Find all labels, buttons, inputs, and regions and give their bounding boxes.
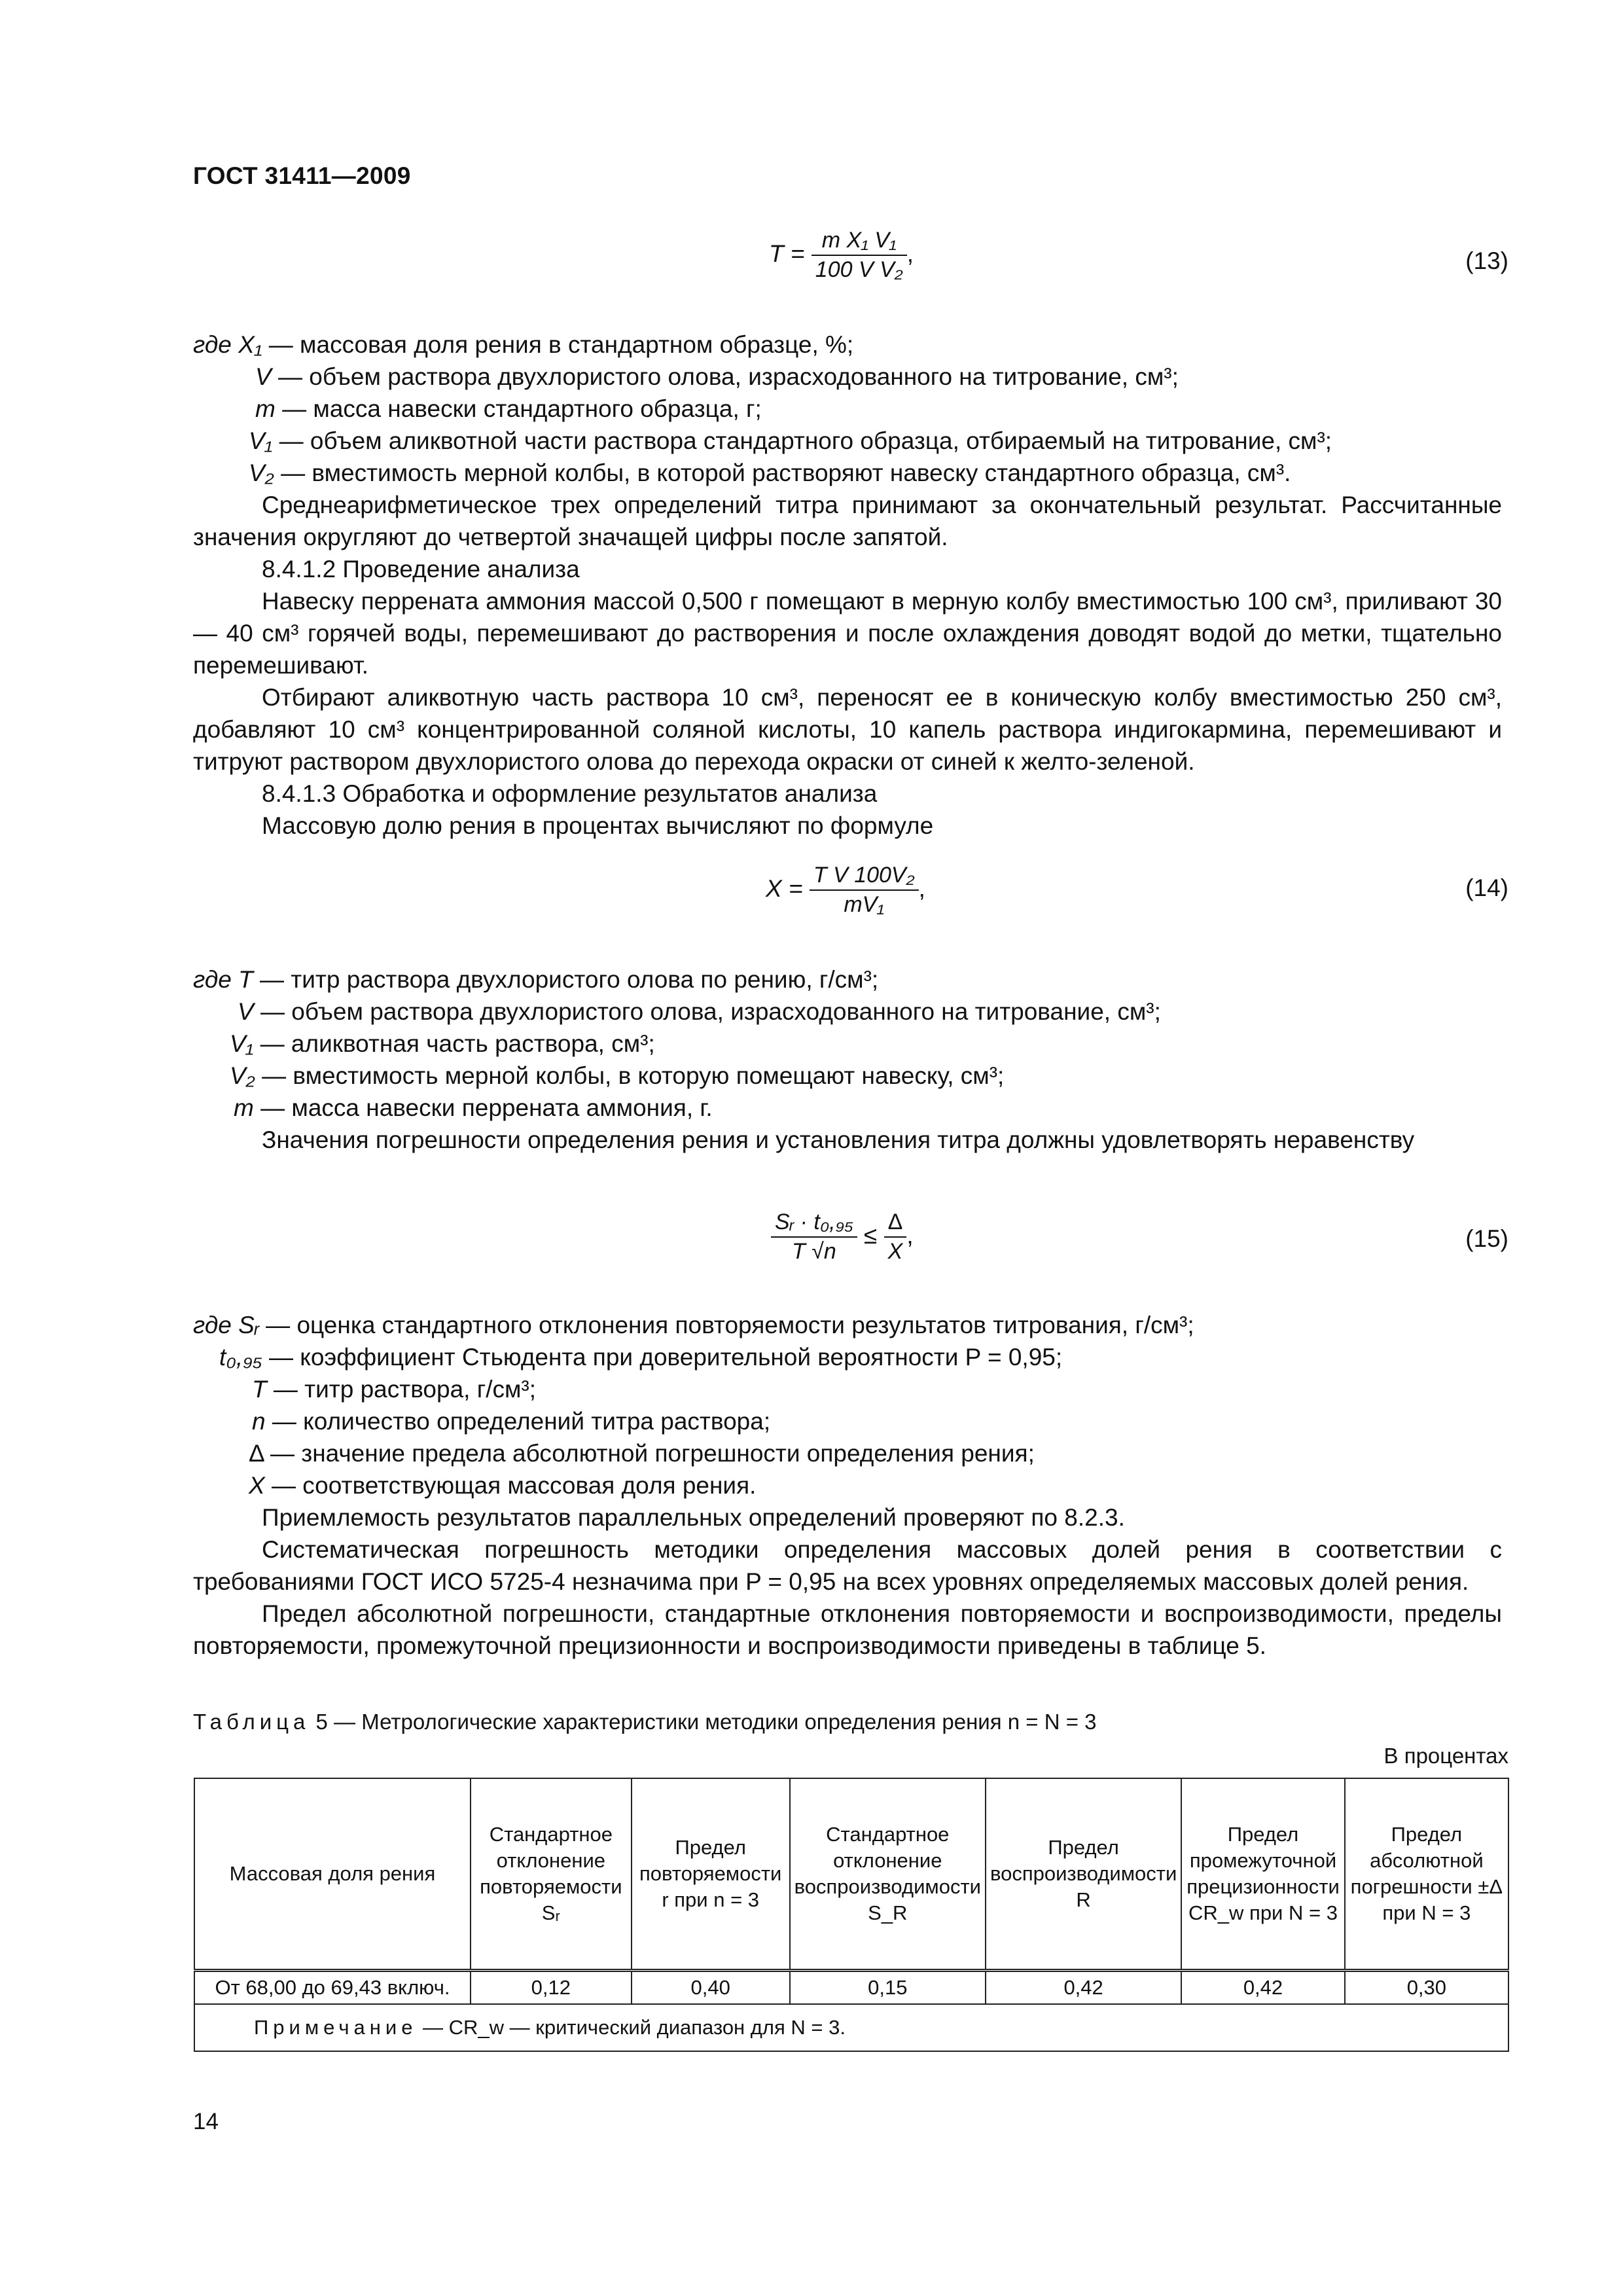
text-block-2 — [193, 963, 1502, 1156]
paragraph-formula-intro: Массовую долю рения в процентах вычисляют по формуле — [262, 812, 934, 839]
table-cell: 0,42 — [1181, 1971, 1344, 2005]
document-code-header: ГОСТ 31411—2009 — [193, 162, 411, 189]
where-item: m — масса навески стандартного образца, г; — [255, 395, 762, 422]
formula-14-number: (14) — [1465, 874, 1508, 901]
paragraph-sample-prep: Навеску перрената аммония массой 0,500 г помещают в мерную колбу вместимостью 100 см³, приливают 30 — 40 см³ горячей воды, перемешивают до растворения и после охлаждения доводят водой до метки, тщательно перемешивают. — [193, 588, 1502, 679]
formula-15-left-denominator: T √n — [791, 1239, 836, 1264]
where-item: где Sᵣ — оценка стандартного отклонения повторяемости результатов титрования, г/см³; — [193, 1312, 1194, 1338]
table-header-cell: Предел промежуточной прецизионности CR_w при N = 3 — [1181, 1778, 1344, 1971]
where-item: V — объем раствора двухлористого олова, израсходованного на титрование, см³; — [255, 363, 1179, 390]
formula-15-le-sign: ≤ — [864, 1221, 878, 1249]
formula-15-tail: , — [906, 1221, 914, 1249]
table-cell: 0,40 — [632, 1971, 790, 2005]
formula-13-numerator: m X₁ V₁ — [812, 228, 907, 256]
table-caption — [193, 1710, 1097, 1734]
table-header-cell: Предел абсолютной погрешности ±Δ при N = 3 — [1345, 1778, 1508, 1971]
table-cell: 0,42 — [986, 1971, 1181, 2005]
where-item: Δ — значение предела абсолютной погрешности определения рения; — [249, 1440, 1035, 1467]
where-item: V₁ — аликвотная часть раствора, см³; — [230, 1030, 655, 1057]
paragraph-systematic-error: Систематическая погрешность методики определения массовых долей рения в соответствии с требованиями ГОСТ ИСО 5725-4 незначима при P = 0,95 на всех уровнях определяемых массовых долей рения. — [193, 1536, 1502, 1595]
paragraph-table-reference: Предел абсолютной погрешности, стандартные отклонения повторяемости и воспроизводимости, пределы повторяемости, промежуточной прецизионности и воспроизводимости приведены в таблице 5. — [193, 1600, 1502, 1659]
formula-13-number: (13) — [1465, 247, 1508, 274]
formula-15 — [771, 1210, 914, 1265]
section-heading-8-4-1-2: 8.4.1.2 Проведение анализа — [262, 556, 580, 583]
text-block-1 — [193, 329, 1502, 842]
paragraph-inequality-intro: Значения погрешности определения рения и установления титра должны удовлетворять неравенству — [262, 1126, 1415, 1153]
text-block-3 — [193, 1309, 1502, 1662]
paragraph-acceptability: Приемлемость результатов параллельных определений проверяют по 8.2.3. — [262, 1504, 1125, 1531]
formula-15-right-numerator: Δ — [884, 1210, 907, 1238]
table-cell: 0,12 — [471, 1971, 632, 2005]
formula-13-fraction — [812, 228, 907, 283]
table-caption-text: 5 — Метрологические характеристики методики определения рения n = N = 3 — [310, 1710, 1097, 1734]
formula-14 — [766, 863, 925, 918]
table-header-cell: Массовая доля рения — [194, 1778, 471, 1971]
formula-15-left-fraction — [771, 1210, 857, 1265]
table-header-cell: Стандартное отклонение воспроизводимости S_R — [790, 1778, 986, 1971]
formula-15-right-denominator: X — [887, 1239, 903, 1264]
table-note-word: Примечание — [254, 2016, 418, 2039]
formula-14-fraction — [810, 863, 919, 918]
section-heading-8-4-1-3: 8.4.1.3 Обработка и оформление результатов анализа — [262, 780, 878, 807]
formula-14-numerator: T V 100V₂ — [810, 863, 919, 891]
where-item: где X₁ — массовая доля рения в стандартном образце, %; — [193, 331, 854, 358]
formula-15-left-numerator: Sᵣ · t₀,₉₅ — [771, 1210, 857, 1238]
formula-15-right-fraction — [884, 1210, 907, 1265]
paragraph-titration: Отбирают аликвотную часть раствора 10 см³, переносят ее в коническую колбу вместимостью 250 см³, добавляют 10 см³ концентрированной соляной кислоты, 10 капель раствора индигокармина, перемешивают и титруют раствором двухлористого олова до перехода окраски от синей к желто-зеленой. — [193, 684, 1502, 775]
table-cell: 0,15 — [790, 1971, 986, 2005]
formula-13-denominator: 100 V V₂ — [815, 257, 903, 282]
where-item: V₂ — вместимость мерной колбы, в которую помещают навеску, см³; — [230, 1062, 1005, 1089]
metrology-table — [194, 1778, 1509, 2052]
table-cell: От 68,00 до 69,43 включ. — [194, 1971, 471, 2005]
table-header-cell: Предел повторяемости r при n = 3 — [632, 1778, 790, 1971]
table-note — [194, 2004, 1508, 2051]
table-note-text: — CR_w — критический диапазон для N = 3. — [417, 2016, 846, 2039]
formula-14-tail: , — [918, 874, 925, 902]
paragraph-titre-average: Среднеарифметическое трех определений титра принимают за окончательный результат. Рассчитанные значения округляют до четвертой значащей цифры после запятой. — [193, 492, 1502, 550]
formula-14-lhs: X = — [766, 874, 803, 902]
formula-15-number: (15) — [1465, 1225, 1508, 1252]
page-number: 14 — [193, 2109, 219, 2134]
formula-13 — [769, 228, 914, 283]
table-header-cell: Стандартное отклонение повторяемости Sᵣ — [471, 1778, 632, 1971]
where-item: T — титр раствора, г/см³; — [252, 1376, 537, 1403]
table-header-cell: Предел воспроизводимости R — [986, 1778, 1181, 1971]
where-item: m — масса навески перрената аммония, г. — [234, 1094, 713, 1121]
table-units: В процентах — [1383, 1744, 1508, 1768]
table-caption-word: Таблица — [193, 1710, 310, 1734]
where-item: V — объем раствора двухлористого олова, израсходованного на титрование, см³; — [238, 998, 1161, 1025]
table-header-row — [194, 1778, 1508, 1971]
table-cell: 0,30 — [1345, 1971, 1508, 2005]
formula-14-denominator: mV₁ — [844, 892, 885, 917]
table-row — [194, 1971, 1508, 2005]
formula-13-tail: , — [906, 240, 914, 267]
where-item: V₂ — вместимость мерной колбы, в которой растворяют навеску стандартного образца, см³. — [249, 459, 1291, 486]
where-item: n — количество определений титра раствора; — [252, 1408, 771, 1435]
where-item: X — соответствующая массовая доля рения. — [249, 1472, 757, 1499]
where-item: где T — титр раствора двухлористого олова по рению, г/см³; — [193, 966, 879, 993]
table-note-row — [194, 2004, 1508, 2051]
where-item: V₁ — объем аликвотной части раствора стандартного образца, отбираемый на титрование, см³; — [249, 427, 1332, 454]
where-item: t₀,₉₅ — коэффициент Стьюдента при доверительной вероятности P = 0,95; — [219, 1344, 1063, 1371]
formula-13-lhs: T = — [769, 240, 805, 267]
